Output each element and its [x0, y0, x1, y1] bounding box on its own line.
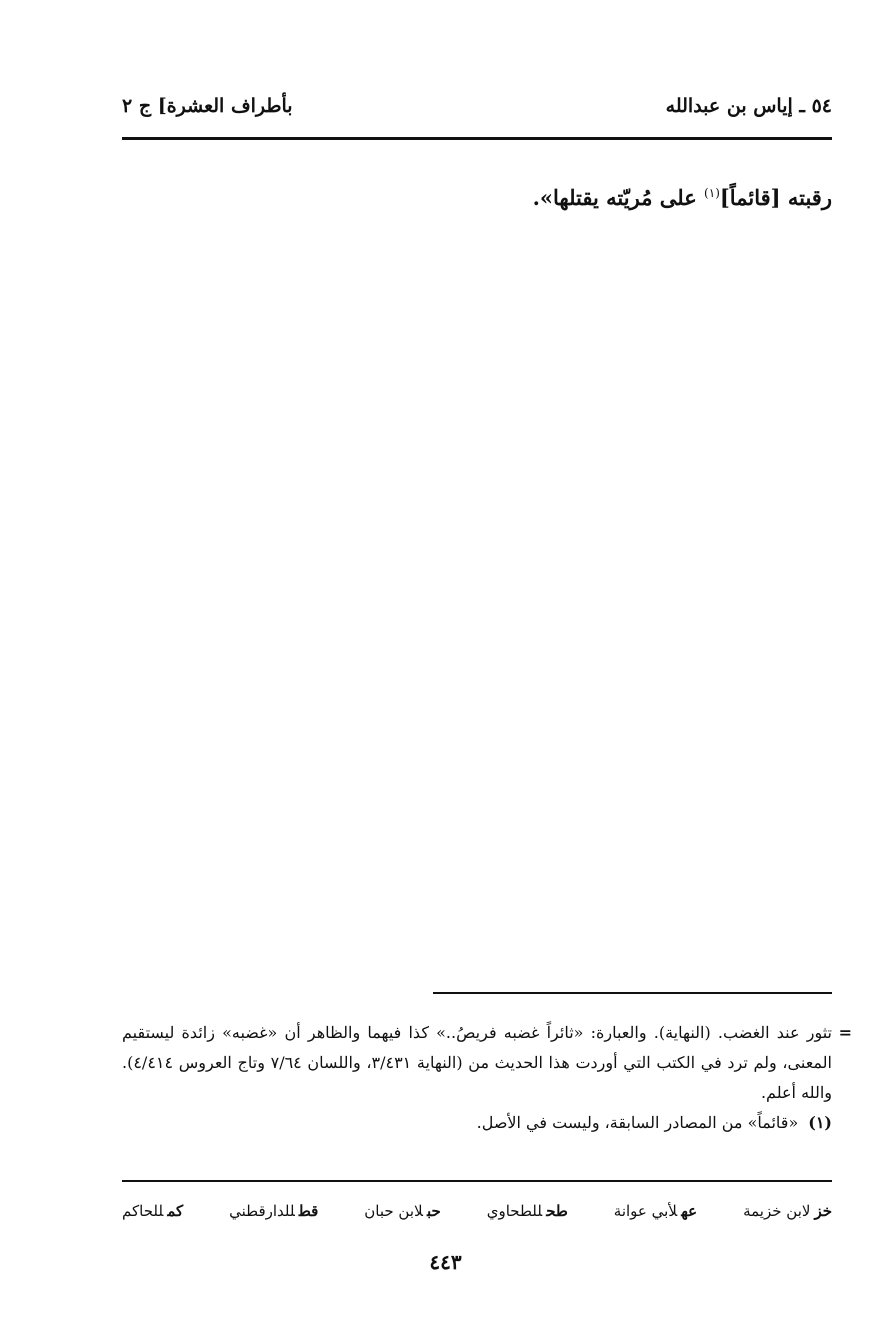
footnote-continuation	[122, 1018, 852, 1108]
sigla-item: خزلابن خزيمة	[743, 1202, 832, 1220]
main-text-after: على مُريّته يقتلها».‏	[532, 185, 705, 210]
running-header	[122, 86, 832, 126]
header-section-title: ٥٤ ـ إياس بن عبدالله	[665, 95, 832, 117]
header-book-title: بأطراف العشرة] ج ٢	[122, 95, 293, 117]
sigla-legend	[122, 1195, 832, 1227]
sigla-item: حبلابن حبان	[364, 1202, 441, 1220]
footnote-separator	[433, 992, 832, 994]
footnote-1	[122, 1108, 832, 1138]
footnote-reference: (١)	[704, 186, 720, 200]
footnote-number: (١)	[808, 1113, 832, 1132]
sigla-item: عهلأبي عوانة	[613, 1202, 698, 1220]
page-number: ٤٤٣	[429, 1250, 462, 1274]
header-rule	[122, 137, 832, 140]
main-text	[132, 176, 832, 215]
sigla-rule	[122, 1180, 832, 1182]
footnotes-block	[122, 1018, 852, 1138]
footnote-text: «قائماً» من المصادر السابقة، وليست في الأصل.	[476, 1113, 799, 1132]
sigla-item: كمللحاكم	[122, 1202, 184, 1220]
main-text-before: رقبته [قائماً]	[719, 185, 832, 210]
continuation-text: تثور عند الغضب. (النهاية). والعبارة: «ثائراً غضبه فريصُ..» كذا فيهما والظاهر أن «غضبه» زائدة ليستقيم المعنى، ولم ترد في الكتب التي أوردت هذا الحديث من (النهاية ٣/٤٣١، واللسان ٧/٦٤ وتاج العروس ٤/٤١٤). والله أعلم.	[122, 1023, 832, 1102]
sigla-item: طحللطحاوي	[486, 1202, 568, 1220]
sigla-item: قطللدارقطني	[229, 1202, 319, 1220]
continuation-marker: =	[838, 1023, 852, 1042]
